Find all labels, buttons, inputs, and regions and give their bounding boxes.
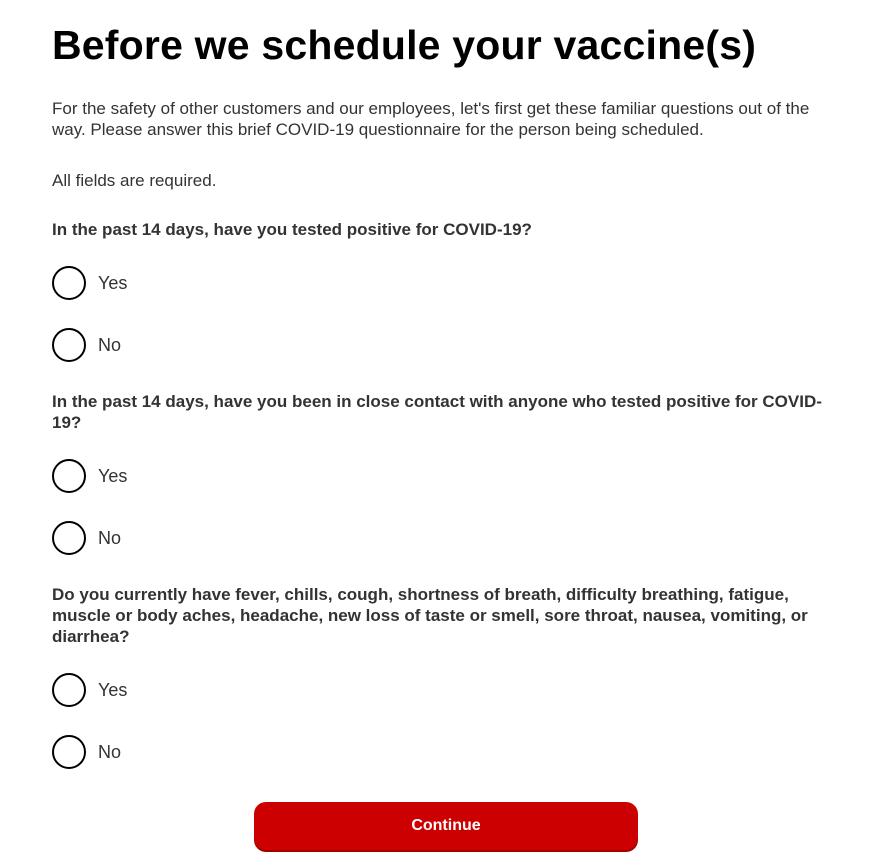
continue-button[interactable]: Continue	[254, 802, 638, 850]
question-2-option-no[interactable]	[52, 521, 121, 555]
question-3-option-no[interactable]	[52, 735, 121, 769]
page-title: Before we schedule your vaccine(s)	[52, 22, 757, 68]
question-1-option-yes[interactable]	[52, 266, 127, 300]
option-label: Yes	[98, 465, 128, 486]
radio-button-icon[interactable]	[52, 735, 86, 769]
radio-button-icon[interactable]	[52, 521, 86, 555]
option-label: Yes	[98, 679, 128, 700]
option-label: No	[98, 527, 122, 548]
required-note: All fields are required.	[52, 171, 217, 190]
option-label: No	[98, 741, 122, 762]
question-2-text: In the past 14 days, have you been in close contact with anyone who tested positive for COVID-19?	[52, 392, 822, 432]
radio-button-icon[interactable]	[52, 459, 86, 493]
question-1-text: In the past 14 days, have you tested positive for COVID-19?	[52, 220, 532, 239]
radio-button-icon[interactable]	[52, 266, 86, 300]
radio-button-icon[interactable]	[52, 673, 86, 707]
question-3-text: Do you currently have fever, chills, cough, shortness of breath, difficulty breathing, fatigue, muscle or body aches, headache, new loss of taste or smell, sore throat, nausea, vomiting, or diarrhea?	[52, 585, 808, 646]
question-3-option-yes[interactable]	[52, 673, 127, 707]
question-2-option-yes[interactable]	[52, 459, 127, 493]
radio-button-icon[interactable]	[52, 328, 86, 362]
option-label: Yes	[98, 272, 128, 293]
intro-text: For the safety of other customers and our employees, let's first get these familiar questions out of the way. Please answer this brief COVID-19 questionnaire for the person being scheduled.	[52, 99, 810, 139]
question-1-option-no[interactable]	[52, 328, 121, 362]
option-label: No	[98, 334, 122, 355]
